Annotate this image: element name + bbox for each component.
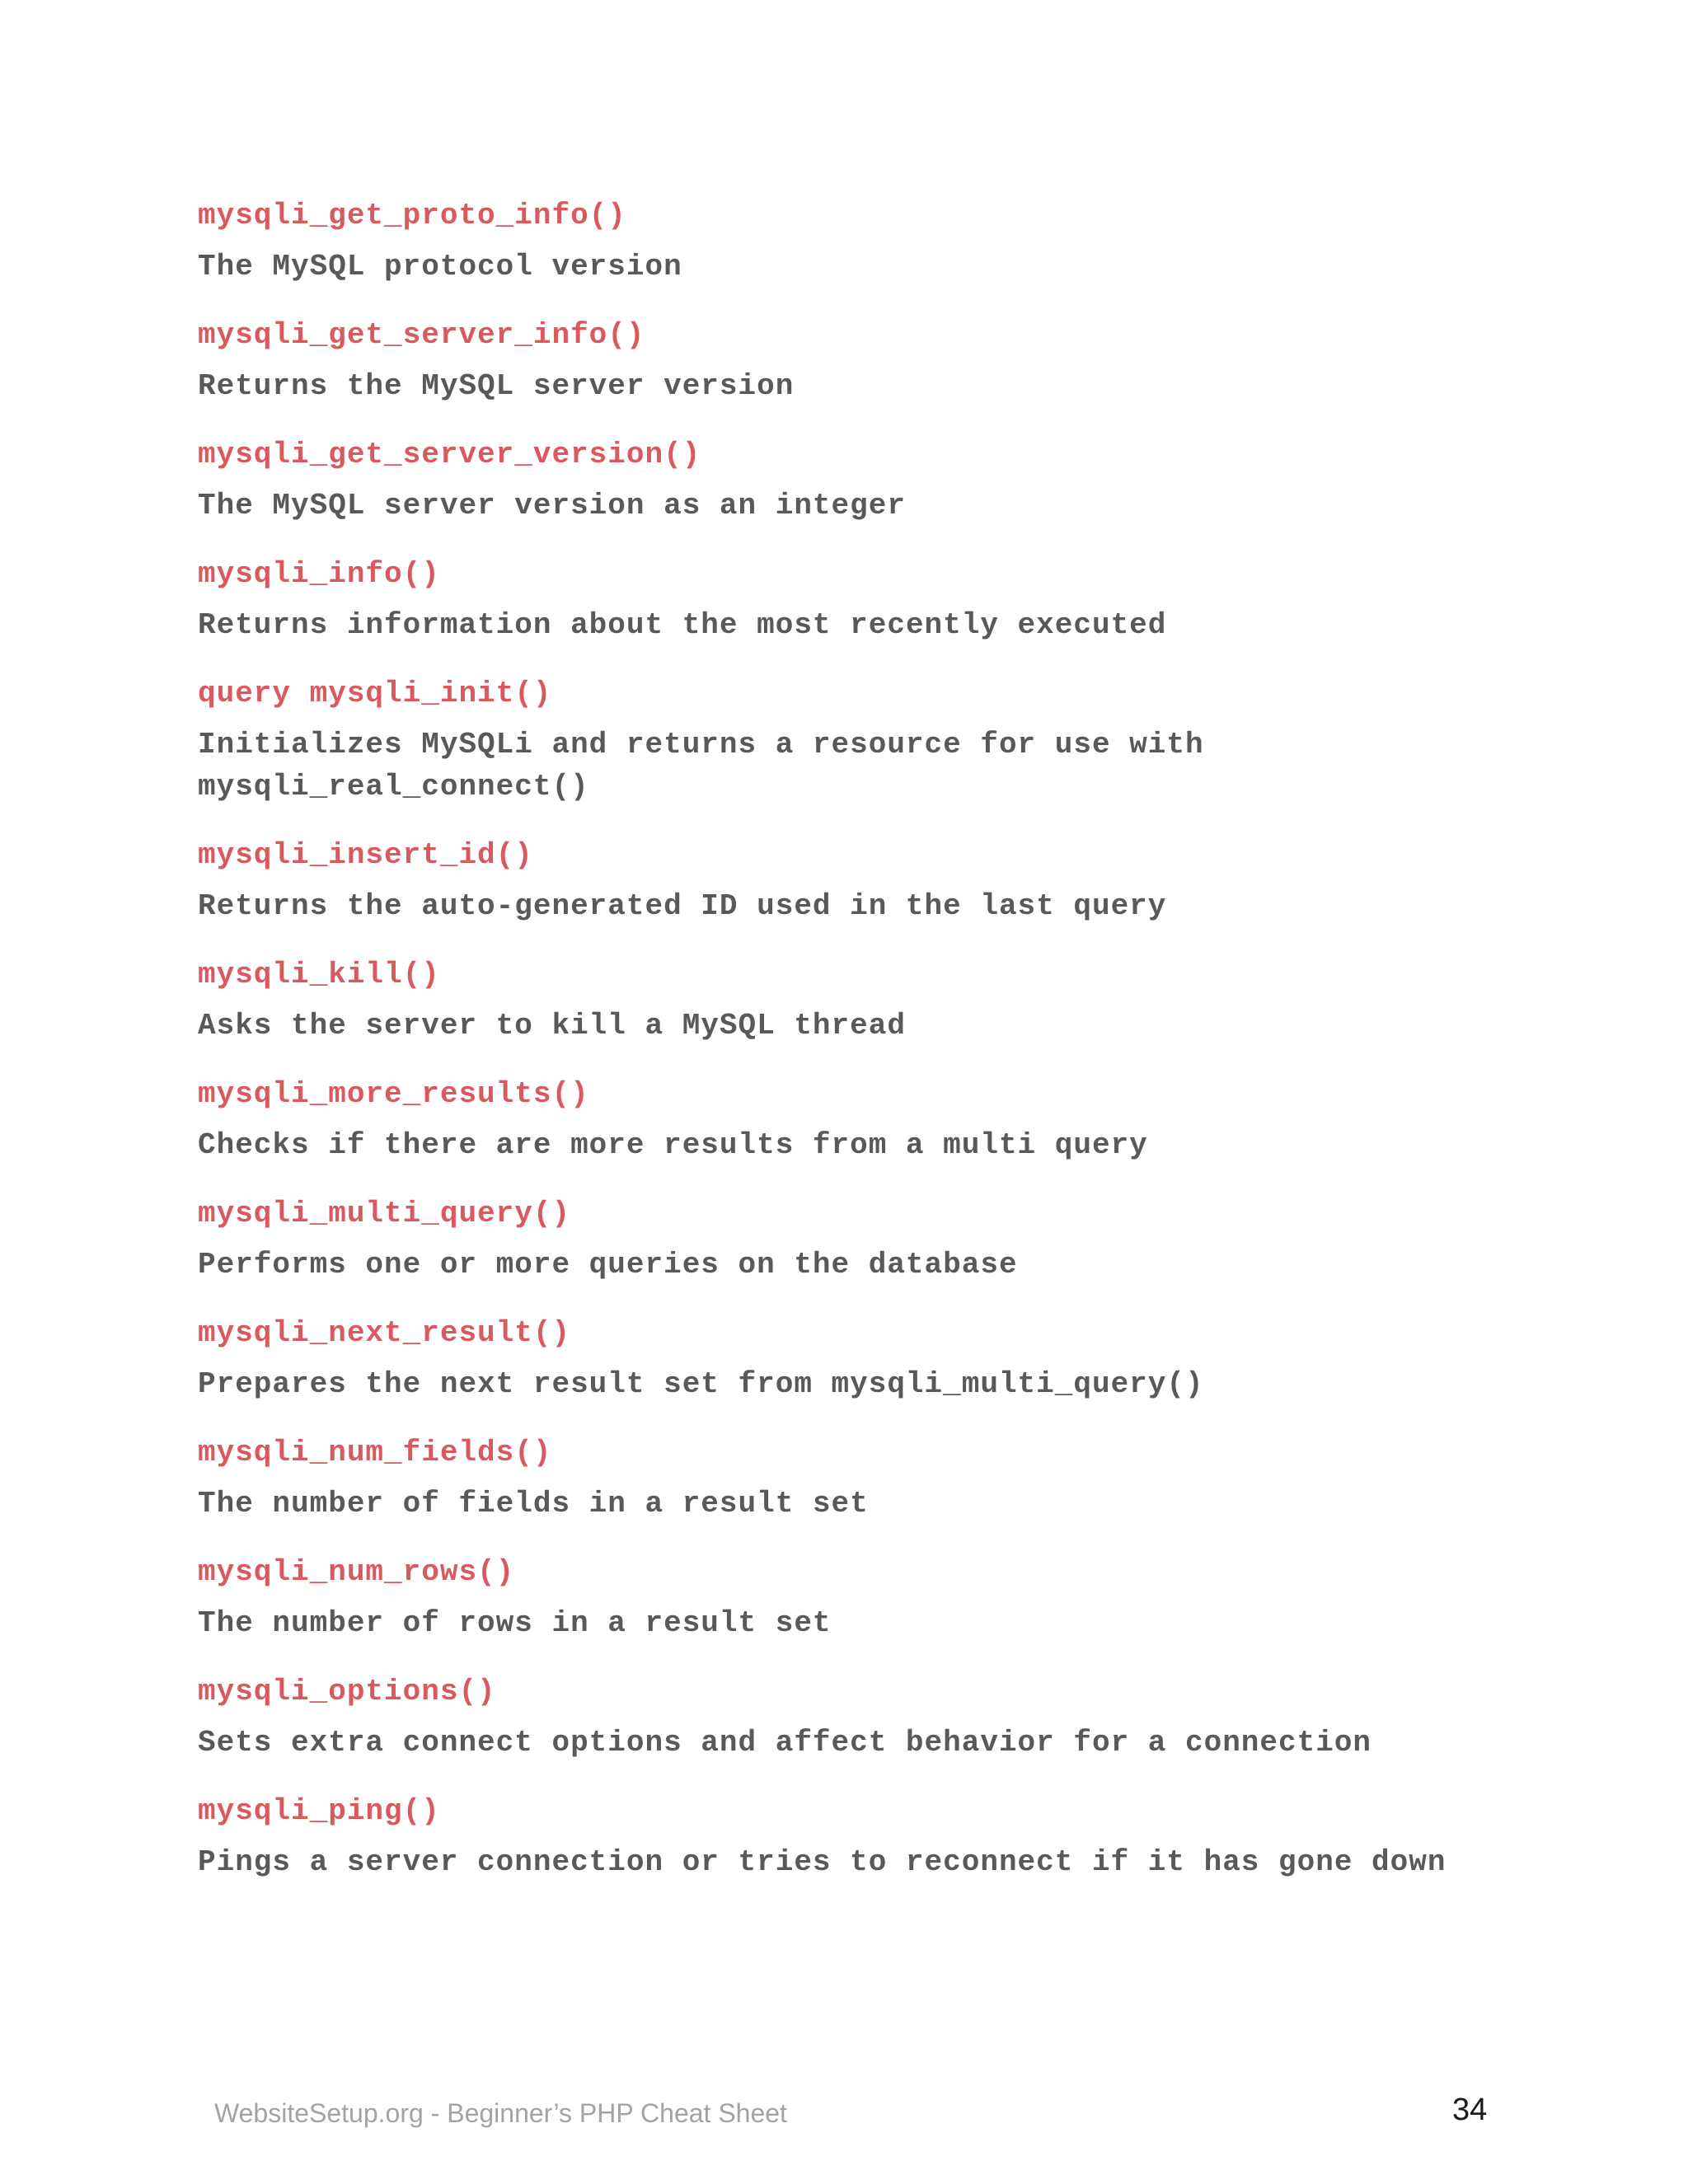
function-description: Returns the MySQL server version (198, 369, 795, 403)
function-name: mysqli_next_result() (198, 1316, 571, 1350)
function-entry (198, 1671, 1500, 1764)
function-description: Pings a server connection or tries to reconnect if it has gone down (198, 1845, 1447, 1879)
function-entry (198, 954, 1500, 1047)
function-entry (198, 553, 1500, 646)
function-name: mysqli_more_results() (198, 1077, 589, 1111)
footer-text: WebsiteSetup.org - Beginner’s PHP Cheat Sheet (214, 2098, 787, 2128)
function-name: query mysqli_init() (198, 677, 552, 710)
function-name: mysqli_get_server_info() (198, 318, 645, 352)
function-entry (198, 1551, 1500, 1644)
function-entry (198, 834, 1500, 927)
function-description: Performs one or more queries on the database (198, 1248, 1018, 1282)
function-description: Asks the server to kill a MySQL thread (198, 1009, 906, 1043)
function-name: mysqli_get_proto_info() (198, 199, 626, 232)
function-entry (198, 1193, 1500, 1286)
function-name: mysqli_ping() (198, 1794, 440, 1828)
description-line: Initializes MySQLi and returns a resource for use with (198, 728, 1204, 762)
function-description (198, 724, 1500, 808)
function-name: mysqli_get_server_version() (198, 438, 701, 471)
function-name: mysqli_insert_id() (198, 838, 533, 872)
function-entry (198, 673, 1500, 808)
function-name: mysqli_options() (198, 1675, 496, 1708)
function-entry (198, 1432, 1500, 1525)
function-reference-list (198, 194, 1500, 1883)
page-number: 34 (1452, 2093, 1488, 2127)
function-description: Prepares the next result set from mysqli_multi_query() (198, 1367, 1204, 1401)
description-line: mysqli_real_connect() (198, 770, 589, 804)
function-description: The MySQL protocol version (198, 250, 682, 284)
function-entry (198, 434, 1500, 527)
function-name: mysqli_info() (198, 557, 440, 591)
function-description: Returns information about the most recently executed (198, 608, 1167, 642)
function-entry (198, 1073, 1500, 1166)
function-entry (198, 314, 1500, 407)
function-description: The MySQL server version as an integer (198, 489, 906, 523)
function-name: mysqli_kill() (198, 958, 440, 991)
function-description: Returns the auto-generated ID used in the last query (198, 889, 1167, 923)
function-name: mysqli_num_rows() (198, 1555, 515, 1589)
function-description: Checks if there are more results from a multi query (198, 1128, 1148, 1162)
function-entry (198, 194, 1500, 288)
function-name: mysqli_num_fields() (198, 1436, 552, 1469)
function-description: The number of fields in a result set (198, 1487, 869, 1521)
function-entry (198, 1312, 1500, 1405)
function-name: mysqli_multi_query() (198, 1197, 571, 1230)
function-description: Sets extra connect options and affect behavior for a connection (198, 1726, 1372, 1760)
function-description: The number of rows in a result set (198, 1606, 832, 1640)
function-entry (198, 1790, 1500, 1883)
